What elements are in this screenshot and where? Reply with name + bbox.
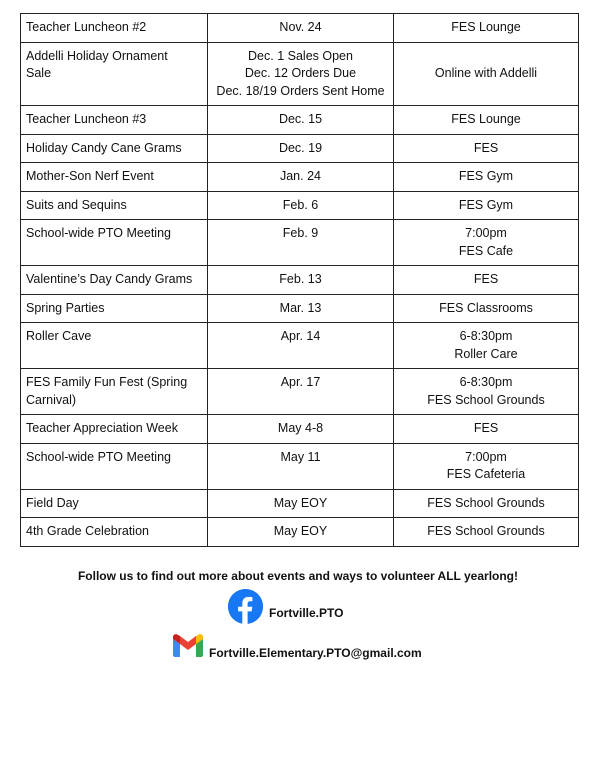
event-date-cell — [208, 191, 394, 220]
event-date-text: Apr. 17 — [280, 375, 321, 389]
event-date-text: Feb. 13 — [279, 272, 322, 286]
table-row — [21, 323, 579, 369]
event-date-cell — [208, 294, 394, 323]
table-row — [21, 134, 579, 163]
event-name-text: Valentine’s Day Candy Grams — [26, 272, 193, 286]
event-name-text: Carnival) — [26, 392, 77, 407]
table-row — [21, 266, 579, 295]
event-date-cell — [208, 220, 394, 266]
event-name-cell — [21, 443, 208, 489]
gmail-icon — [173, 634, 203, 662]
event-name-text: Sale — [26, 66, 52, 80]
table-row — [21, 191, 579, 220]
table-row — [21, 443, 579, 489]
event-location-cell — [394, 163, 579, 192]
event-location-text: FES Gym — [458, 197, 514, 212]
event-date-text: Mar. 13 — [279, 300, 322, 315]
event-date-text: Dec. 15 — [278, 112, 323, 126]
email-label: Fortville.Elementary.PTO@gmail.com — [209, 646, 422, 660]
event-name-cell — [21, 294, 208, 323]
event-location-cell — [394, 42, 579, 106]
event-location-text: FES — [473, 140, 499, 155]
event-name-text: Holiday Candy Cane Grams — [26, 140, 182, 155]
event-date-text: Dec. 19 — [278, 140, 323, 155]
event-name-cell — [21, 106, 208, 135]
event-location-text: FES Cafeteria — [446, 467, 526, 481]
event-name-text: Mother-Son Nerf Event — [26, 169, 154, 183]
event-name-text: 4th Grade Celebration — [26, 524, 149, 538]
event-name-cell — [21, 220, 208, 266]
table-row — [21, 369, 579, 415]
events-table — [20, 13, 579, 547]
event-location-cell — [394, 106, 579, 135]
event-location-text: 7:00pm — [465, 449, 507, 464]
event-date-cell — [208, 489, 394, 518]
event-name-text: Addelli Holiday Ornament — [26, 48, 168, 63]
event-date-text: Apr. 14 — [280, 329, 321, 343]
event-date-text: Jan. 24 — [279, 169, 321, 183]
event-date-text: May EOY — [273, 495, 328, 510]
event-location-cell — [394, 489, 579, 518]
event-name-cell — [21, 134, 208, 163]
event-date-cell — [208, 134, 394, 163]
table-row — [21, 14, 579, 43]
event-date-text: May EOY — [273, 524, 328, 538]
event-date-cell — [208, 266, 394, 295]
table-row — [21, 220, 579, 266]
event-date-cell — [208, 163, 394, 192]
table-row — [21, 489, 579, 518]
event-date-text: May 11 — [280, 449, 321, 464]
event-name-cell — [21, 42, 208, 106]
table-row — [21, 106, 579, 135]
event-name-cell — [21, 191, 208, 220]
event-date-text: Dec. 1 Sales Open — [248, 48, 353, 63]
event-name-cell — [21, 14, 208, 43]
event-name-text: Roller Cave — [26, 329, 92, 343]
event-location-text: FES School Grounds — [427, 524, 545, 538]
event-name-text: School-wide PTO Meeting — [26, 449, 171, 464]
event-name-text: School-wide PTO Meeting — [26, 226, 171, 240]
event-date-text: Dec. 12 Orders Due — [244, 66, 357, 80]
event-name-text: FES Family Fun Fest (Spring — [26, 375, 188, 389]
event-location-text: FES Classrooms — [439, 300, 533, 315]
event-date-text: Dec. 18/19 Orders Sent Home — [216, 83, 385, 98]
event-name-cell — [21, 266, 208, 295]
event-date-cell — [208, 323, 394, 369]
email-link[interactable] — [173, 634, 422, 662]
event-name-text: Spring Parties — [26, 300, 105, 315]
event-date-text: Feb. 9 — [282, 226, 319, 240]
event-name-cell — [21, 415, 208, 444]
event-location-cell — [394, 266, 579, 295]
event-date-cell — [208, 518, 394, 547]
event-location-cell — [394, 14, 579, 43]
event-location-cell — [394, 191, 579, 220]
event-location-text: 6-8:30pm — [459, 329, 513, 343]
event-date-text: May 4-8 — [277, 421, 324, 435]
event-location-text: FES — [473, 272, 499, 286]
event-location-text: FES — [473, 421, 499, 435]
table-row — [21, 42, 579, 106]
event-location-text: Roller Care — [454, 346, 518, 361]
event-name-text: Teacher Appreciation Week — [26, 421, 178, 435]
event-name-cell — [21, 323, 208, 369]
table-row — [21, 163, 579, 192]
event-name-text: Teacher Luncheon #3 — [26, 112, 147, 126]
event-name-cell — [21, 163, 208, 192]
follow-us-text: Follow us to find out more about events and ways to volunteer ALL yearlong! — [77, 569, 519, 583]
event-date-cell — [208, 14, 394, 43]
facebook-icon — [228, 589, 263, 624]
event-name-text: Field Day — [26, 495, 79, 510]
event-location-cell — [394, 323, 579, 369]
event-name-cell — [21, 518, 208, 547]
event-name-text: Teacher Luncheon #2 — [26, 20, 147, 34]
event-name-text: Suits and Sequins — [26, 197, 127, 212]
event-location-cell — [394, 294, 579, 323]
event-location-text: FES School Grounds — [427, 392, 545, 407]
event-location-cell — [394, 220, 579, 266]
event-location-text: 6-8:30pm — [459, 375, 513, 389]
event-name-cell — [21, 489, 208, 518]
event-date-cell — [208, 369, 394, 415]
event-location-text: FES Lounge — [451, 112, 521, 126]
event-location-text: 7:00pm — [465, 226, 507, 240]
event-date-text: Nov. 24 — [279, 20, 322, 34]
event-date-cell — [208, 106, 394, 135]
facebook-link[interactable] — [228, 588, 343, 624]
event-location-text: FES Lounge — [451, 20, 521, 34]
event-location-text: FES School Grounds — [427, 495, 545, 510]
event-name-cell — [21, 369, 208, 415]
table-row — [21, 415, 579, 444]
event-location-text: FES Gym — [458, 169, 514, 183]
event-location-cell — [394, 369, 579, 415]
facebook-label: Fortville.PTO — [269, 606, 344, 620]
event-location-cell — [394, 518, 579, 547]
event-location-cell — [394, 415, 579, 444]
event-date-text: Feb. 6 — [282, 197, 319, 212]
event-date-cell — [208, 415, 394, 444]
table-row — [21, 294, 579, 323]
event-date-cell — [208, 443, 394, 489]
event-location-cell — [394, 134, 579, 163]
event-location-cell — [394, 443, 579, 489]
table-row — [21, 518, 579, 547]
event-date-cell — [208, 42, 394, 106]
events-table-body — [21, 14, 579, 547]
event-location-text: Online with Addelli — [434, 66, 538, 80]
event-location-text: FES Cafe — [458, 243, 514, 258]
